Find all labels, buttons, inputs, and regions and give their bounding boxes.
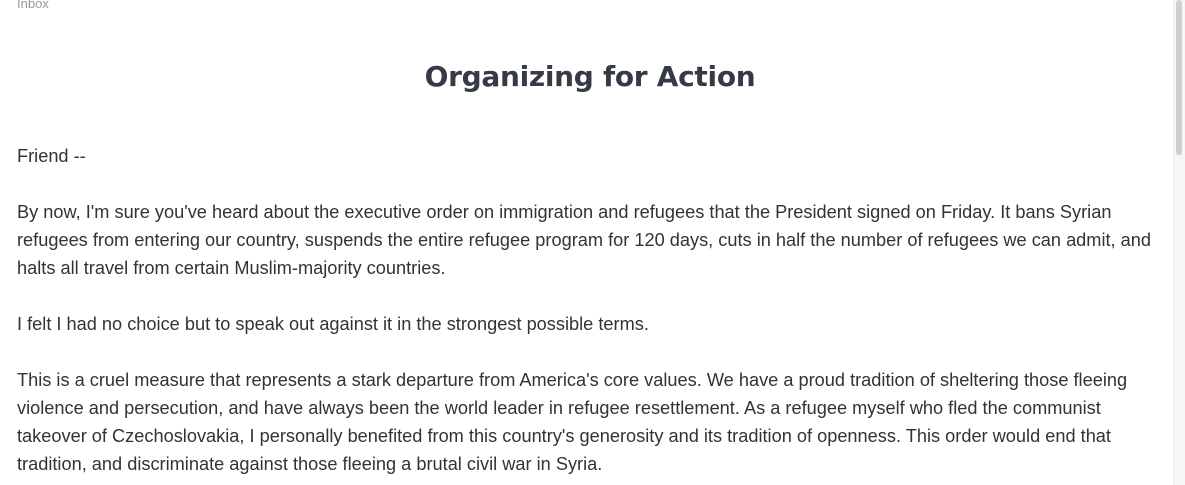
email-body [17, 142, 1167, 485]
email-paragraph: This is a cruel measure that represents a stark departure from America's core values. We have a proud tradition of sheltering those fleeing violence and persecution, and have always been the world leader in refugee resettlement. As a refugee myself who fled the communist takeover of Czechoslovakia, I personally benefited from this country's generosity and its tradition of openness. This order would end that tradition, and discriminate against those fleeing a brutal civil war in Syria. [17, 370, 1128, 474]
email-paragraph: By now, I'm sure you've heard about the executive order on immigration and refugees that the President signed on Friday. It bans Syrian refugees from entering our country, suspends the entire refugee program for 120 days, cuts in half the number of refugees we can admit, and halts all travel from certain Muslim-majority countries. [17, 202, 1151, 278]
inbox-label[interactable]: Inbox [17, 0, 49, 11]
scrollbar-thumb[interactable] [1176, 0, 1182, 155]
email-paragraph: I felt I had no choice but to speak out against it in the strongest possible terms. [17, 314, 649, 334]
scrollbar[interactable] [1173, 0, 1185, 485]
email-sender-title: Organizing for Action [424, 60, 756, 93]
email-greeting: Friend -- [17, 146, 86, 166]
